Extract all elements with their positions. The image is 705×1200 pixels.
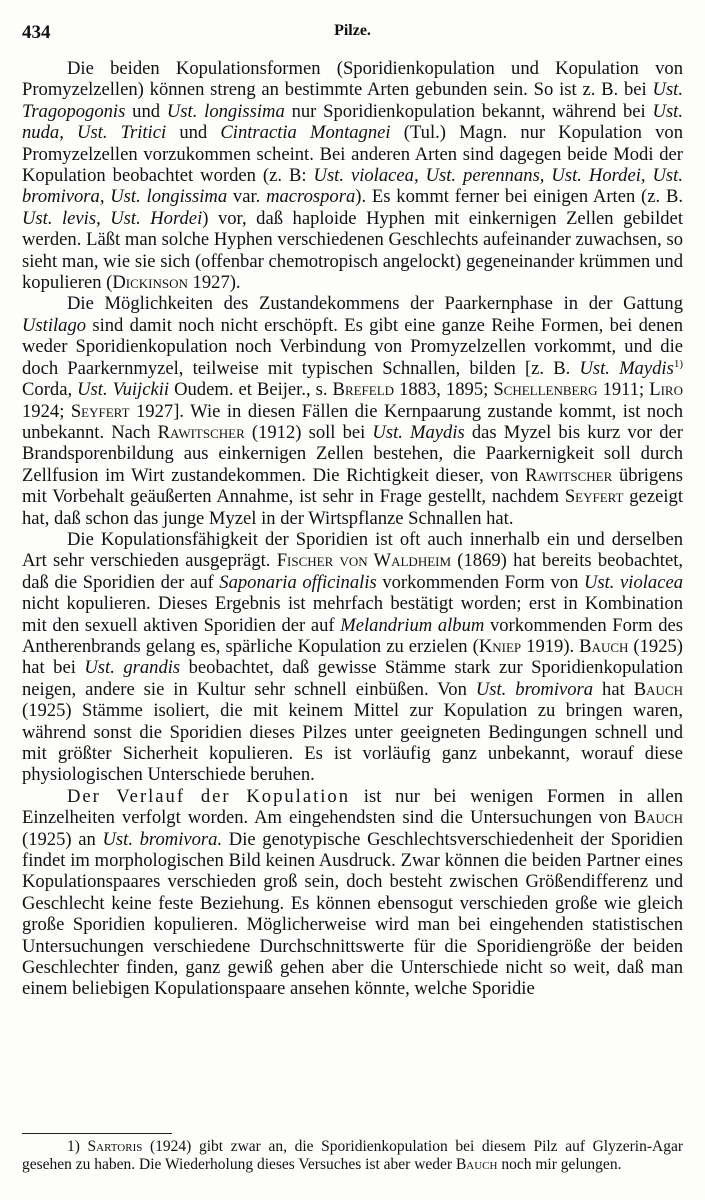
text-run: ). Es kommt ferner bei einigen Arten (z. B. bbox=[355, 186, 683, 208]
text-run: (1925) hat bei bbox=[22, 635, 683, 679]
emphasized-term: Der Verlauf der Kopulation bbox=[67, 785, 351, 807]
text-run: ) vor, daß haploide Hyphen mit einkernigen Zellen gebildet werden. Läßt man solche Hyphen verschiedenen Geschlechts aufeinander zuwachsen, so sieht man, wie sie sich (offenbar chemotropisch angelockt) gegeneinander krümmen und kopulieren ( bbox=[22, 207, 683, 294]
species-name: Ust. Tragopogonis bbox=[22, 79, 683, 122]
species-name: Ust. Vuijckii bbox=[77, 379, 170, 401]
author-name: Seyfert bbox=[564, 486, 624, 508]
species-name: macrospora bbox=[266, 186, 356, 208]
text-run: 1919). bbox=[521, 635, 580, 657]
text-run: ist nur bei wenigen Formen in allen Einzelheiten verfolgt worden. Am eingehendsten sind die Untersuchungen von bbox=[22, 785, 683, 829]
text-run: übrigens mit Vorbehalt geäußerten Annahme, ist sehr in Frage gestellt, nachdem bbox=[22, 464, 683, 508]
paragraph-4 bbox=[22, 786, 683, 1000]
species-name: Ust. Maydis bbox=[579, 357, 674, 379]
text-run: sind damit noch nicht erschöpft. Es gibt eine ganze Reihe Formen, bei denen weder Sporidienkopulation noch Verbindung von Promyzelzellen vorkommt, und die doch Paarkernmyzel, teilweise mit typischen Schnallen, bilden [z. B. bbox=[22, 314, 683, 379]
species-name: Ust. bromivora. bbox=[102, 828, 223, 850]
text-run: beobachtet, daß gewisse Stämme stark zur Sporidienkopulation neigen, andere sie in Kultur sehr schnell einbüßen. Von bbox=[22, 657, 684, 700]
text-run: Die genotypische Geschlechtsverschiedenheit der Sporidien findet im morphologischen Bild keinen Ausdruck. Zwar können die beiden Partner eines Kopulationspaares verschieden groß sein, doch besteht zwischen Größendifferenz und Geschlecht keine feste Beziehung. Es können ebensogut verschieden große wie gleich große Sporidien kopulieren. Möglicherweise wird man bei eingehenden statistischen Untersuchungen verschiedene Durchschnittswerte für die Sporidiengröße der beiden Geschlechter finden, ganz gewiß gehen aber die Unterschiede nicht so weit, daß man einem beliebigen Kopulationspaare ansehen könnte, welche Sporidie bbox=[22, 828, 683, 1000]
text-run: und bbox=[166, 122, 221, 144]
species-name: Melandrium album bbox=[340, 614, 485, 636]
text-run: das Myzel bis kurz vor der Brandsporenbildung aus einkernigen Zellen bestehen, die Paarkernigkeit soll durch Zellfusion im Wirt zustandekommen. Die Richtigkeit dieser, von bbox=[22, 421, 683, 486]
text-run: nur Sporidienkopulation bekannt, während bei bbox=[284, 100, 653, 122]
text-run: 1883, 1895; bbox=[394, 379, 494, 401]
text-run: vorkommenden Form von bbox=[376, 571, 584, 593]
footnote-marker: 1) bbox=[673, 357, 683, 370]
text-run: (Tul.) Magn. nur Kopulation von Promyzelzellen vorzukommen scheint. Bei anderen Arten sind dagegen beide Modi der Kopulation beobachtet worden (z. B: bbox=[22, 122, 684, 187]
text-run: noch mir gelungen. bbox=[497, 1156, 622, 1173]
text-run: (1912) soll bei bbox=[244, 421, 373, 443]
species-name: Ust. levis, Ust. Hordei bbox=[22, 207, 203, 229]
text-run: Oudem. et Beijer., s. bbox=[169, 379, 333, 401]
text-run: gezeigt hat, daß schon das junge Myzel in der Wirtspflanze Schnallen hat. bbox=[22, 486, 683, 529]
text-run: Die Möglichkeiten des Zustandekommens der Paarkernphase in der Gattung bbox=[67, 293, 683, 315]
text-run: (1869) hat bereits beobachtet, daß die Sporidien der auf bbox=[22, 550, 684, 593]
text-run: nicht kopulieren. Dieses Ergebnis ist mehrfach bestätigt worden; erst in Kombination mit den sexuell aktiven Sporidien der auf bbox=[22, 593, 683, 636]
text-run: 1927]. Wie in diesen Fällen die Kernpaarung zustande kommt, ist noch unbekannt. Nach bbox=[22, 400, 683, 443]
author-name: Bauch bbox=[633, 678, 683, 700]
text-run: var. bbox=[227, 186, 267, 208]
species-name: Cintractia Montagnei bbox=[220, 122, 391, 144]
species-name: Ust. violacea, Ust. perennans, Ust. Hordei, Ust. bromivora, Ust. longissima bbox=[22, 165, 683, 208]
species-name: Ust. grandis bbox=[84, 657, 181, 679]
author-name: Bauch bbox=[455, 1156, 498, 1173]
author-name: Kniep bbox=[478, 635, 522, 657]
author-name: Liro bbox=[649, 379, 683, 401]
footnote-rule bbox=[22, 1133, 172, 1134]
running-title: Pilze. bbox=[334, 22, 371, 39]
species-name: Ust. Maydis bbox=[372, 421, 465, 443]
text-run: 1911; bbox=[597, 379, 650, 401]
author-name: Rawitscher bbox=[157, 421, 245, 443]
text-run: (1925) Stämme isoliert, die mit keinem Mittel zur Kopulation zu bringen waren, während sonst die Sporidien dieses Pilzes unter geeigneten Bedingungen schnell und mit größter Sicherheit kopulieren. Es ist vorläufig ganz unbekannt, worauf diese physiologischen Unterschiede beruhen. bbox=[22, 700, 683, 786]
species-name: Ust. longissima bbox=[166, 100, 285, 122]
genus-name: Ustilago bbox=[22, 314, 87, 336]
author-name: Schellenberg bbox=[493, 379, 598, 401]
footnote bbox=[22, 1138, 683, 1174]
species-name: Saponaria officinalis bbox=[219, 571, 377, 593]
paragraph-3 bbox=[22, 529, 683, 786]
page-number: 434 bbox=[22, 22, 51, 43]
text-run: hat bbox=[593, 678, 634, 700]
author-name: Bauch bbox=[579, 635, 629, 657]
text-run: vorkommenden Form des Antherenbrands gelang es, spärliche Kopulation zu erzielen ( bbox=[22, 614, 683, 657]
author-name: Bauch bbox=[633, 807, 683, 829]
author-name: Brefeld bbox=[332, 379, 395, 401]
author-name: Fischer von Waldheim bbox=[276, 550, 452, 572]
species-name: Ust. nuda, Ust. Tritici bbox=[22, 100, 683, 144]
text-run: Die Kopulationsfähigkeit der Sporidien ist oft auch innerhalb ein und derselben Art sehr verschieden ausgeprägt. bbox=[22, 528, 683, 572]
species-name: Ust. bromivora bbox=[475, 678, 594, 700]
author-name: Seyfert bbox=[70, 400, 130, 422]
text-run: (1924) gibt zwar an, die Sporidienkopulation bei diesem Pilz auf Glyzerin-Agar gesehen zu haben. Die Wiederholung dieses Versuches ist aber weder bbox=[22, 1138, 683, 1173]
text-run: Corda, bbox=[22, 379, 78, 401]
author-name: Dickinson bbox=[112, 272, 188, 294]
text-run: 1927). bbox=[187, 272, 241, 294]
paragraph-2 bbox=[22, 293, 683, 528]
paragraph-1 bbox=[22, 58, 683, 293]
species-name: Ust. violacea bbox=[583, 571, 684, 593]
text-run: und bbox=[125, 100, 167, 122]
author-name: Rawitscher bbox=[525, 464, 613, 486]
text-run: Die beiden Kopulationsformen (Sporidienkopulation und Kopulation von Promyzelzellen) können streng an bestimmte Arten gebunden sein. So ist z. B. bei bbox=[22, 58, 683, 101]
text-run: 1924; bbox=[22, 400, 71, 422]
body-text bbox=[22, 58, 683, 1000]
running-head bbox=[22, 18, 683, 46]
text-run: (1925) an bbox=[22, 828, 103, 850]
author-name: Sartoris bbox=[87, 1138, 143, 1155]
footnote-number: 1) bbox=[67, 1138, 88, 1155]
